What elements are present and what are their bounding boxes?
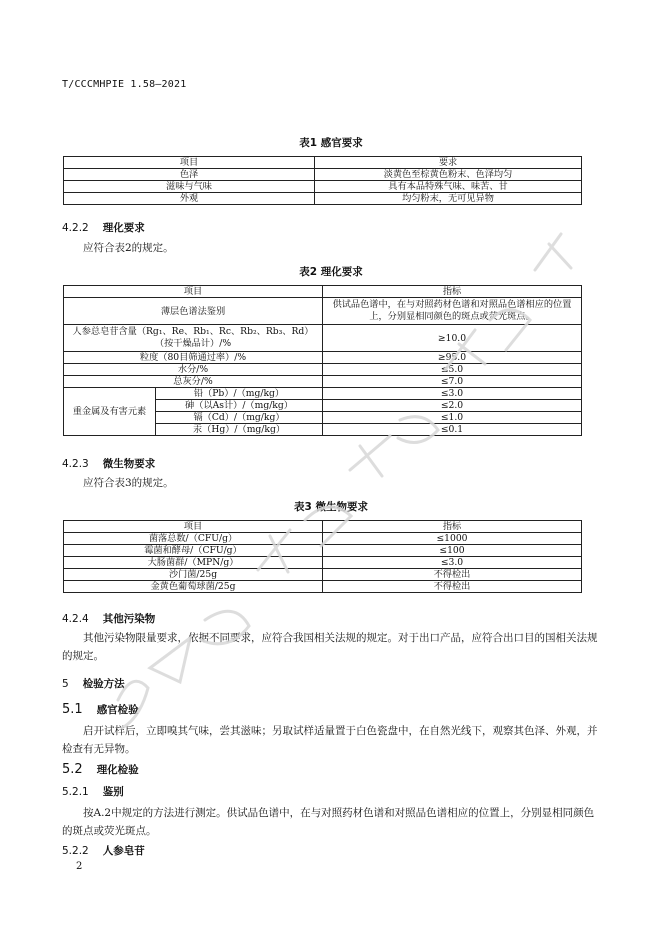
section-title: 其他污染物: [102, 613, 156, 625]
paragraph: 应符合表3的规定。: [83, 477, 174, 489]
table-cell: 水分/%: [64, 364, 323, 376]
table-header-row: [64, 286, 582, 298]
section-number: 5.2.1: [62, 786, 89, 798]
table-cell: 淡黄色至棕黄色粉末、色泽均匀: [315, 169, 582, 181]
table-cell-group-label: 重金属及有害元素: [64, 388, 156, 436]
paragraph: 启开试样后，立即嗅其气味，尝其滋味；另取试样适量置于白色瓷盘中，在自然光线下，观察其色泽、外观，并检查有无异物。: [62, 725, 598, 755]
table-cell: 薄层色谱法鉴别: [64, 298, 323, 325]
section-number: 5.2.2: [62, 845, 89, 857]
table1-sensory: [63, 156, 582, 205]
section-heading-5-1: [62, 702, 139, 717]
section-number: 5: [62, 678, 69, 690]
table-cell: ≤3.0: [323, 388, 582, 400]
table2-physicochemical: [63, 285, 582, 436]
table-row: [64, 533, 582, 545]
section-title: 理化要求: [102, 222, 145, 234]
table-row: [64, 181, 582, 193]
table-cell: 人参总皂苷含量（Rg₁、Re、Rb₁、Rc、Rb₂、Rb₃、Rd）（按干燥品计）/%: [64, 325, 323, 352]
table-row: [64, 364, 582, 376]
table-row: [64, 581, 582, 593]
table-cell: ≥10.0: [323, 325, 582, 352]
table-cell: ≤100: [323, 545, 582, 557]
table-header-row: [64, 521, 582, 533]
table-cell: 镉（Cd）/（mg/kg）: [156, 412, 323, 424]
table-cell: ≤7.0: [323, 376, 582, 388]
section-heading-4-2-4: [62, 611, 155, 626]
table-header-cell: 项目: [64, 286, 323, 298]
table-cell: ≤2.0: [323, 400, 582, 412]
table-cell: 总灰分/%: [64, 376, 323, 388]
table-cell: ≥95.0: [323, 352, 582, 364]
table-cell: 菌落总数/（CFU/g）: [64, 533, 323, 545]
table-cell: 铅（Pb）/（mg/kg）: [156, 388, 323, 400]
table-row: [64, 298, 582, 325]
table-row: [64, 376, 582, 388]
section-heading-4-2-3: [62, 456, 155, 471]
section-heading-5: [62, 676, 125, 691]
table-row: [64, 388, 582, 400]
section-title: 检验方法: [82, 678, 125, 690]
page-number: 2: [76, 861, 83, 872]
table3-caption: 表3 微生物要求: [294, 501, 368, 513]
section-number: 5.2: [62, 762, 83, 777]
table2-caption-wrap: [0, 264, 662, 279]
paragraph: 应符合表2的规定。: [83, 242, 174, 254]
table-cell: 外观: [64, 193, 315, 205]
table-cell: 金黄色葡萄球菌/25g: [64, 581, 323, 593]
table-cell: ≤3.0: [323, 557, 582, 569]
section-title: 微生物要求: [102, 458, 156, 470]
table-cell: 大肠菌群/（MPN/g）: [64, 557, 323, 569]
table-cell: ≤5.0: [323, 364, 582, 376]
table-cell: 供试品色谱中，在与对照药材色谱和对照品色谱相应的位置上，分别显相同颜色的斑点或荧光斑点。: [323, 298, 582, 325]
table-cell: 砷（以As计）/（mg/kg）: [156, 400, 323, 412]
table-cell: 霉菌和酵母/（CFU/g）: [64, 545, 323, 557]
section-title: 人参皂苷: [102, 845, 145, 857]
table-row: [64, 569, 582, 581]
table-cell: 不得检出: [323, 569, 582, 581]
table-row: [64, 352, 582, 364]
table3-microbiological: [63, 520, 582, 593]
table-cell: 色泽: [64, 169, 315, 181]
section-title: 感官检验: [96, 704, 139, 716]
table-row: [64, 193, 582, 205]
section-heading-5-2-2: [62, 843, 145, 858]
table-row: [64, 325, 582, 352]
section-number: 4.2.3: [62, 458, 89, 470]
table-row: [64, 545, 582, 557]
table-header-cell: 指标: [323, 286, 582, 298]
section-number: 5.1: [62, 702, 83, 717]
section-heading-5-2: [62, 762, 139, 777]
table-cell: ≤1000: [323, 533, 582, 545]
paragraph: 其他污染物限量要求，依据不同要求，应符合我国相关法规的规定。对于出口产品，应符合出口目的国相关法规的规定。: [62, 632, 598, 662]
table-header-cell: 项目: [64, 157, 315, 169]
table-cell: ≤1.0: [323, 412, 582, 424]
table-header-cell: 指标: [323, 521, 582, 533]
section-number: 4.2.4: [62, 613, 89, 625]
table-header-cell: 要求: [315, 157, 582, 169]
section-number: 4.2.2: [62, 222, 89, 234]
section-heading-4-2-2: [62, 220, 145, 235]
section-heading-5-2-1: [62, 784, 124, 799]
table1-caption: 表1 感官要求: [299, 137, 363, 149]
table1-caption-wrap: [0, 135, 662, 150]
table-header-row: [64, 157, 582, 169]
table-cell: 沙门菌/25g: [64, 569, 323, 581]
table3-caption-wrap: [0, 499, 662, 514]
table-cell: 汞（Hg）/（mg/kg）: [156, 424, 323, 436]
paragraph: 按A.2中规定的方法进行测定。供试品色谱中，在与对照药材色谱和对照品色谱相应的位置上，分别显相同颜色的斑点或荧光斑点。: [62, 807, 595, 837]
section-title: 鉴别: [102, 786, 124, 798]
table-cell: 具有本品特殊气味、味苦、甘: [315, 181, 582, 193]
table-cell: 滋味与气味: [64, 181, 315, 193]
document-code-header: T/CCCMHPIE 1.58—2021: [62, 79, 187, 90]
table-row: [64, 169, 582, 181]
table-cell: 粒度（80目筛通过率）/%: [64, 352, 323, 364]
table-header-cell: 项目: [64, 521, 323, 533]
table-cell: ≤0.1: [323, 424, 582, 436]
table-row: [64, 557, 582, 569]
table-cell: 不得检出: [323, 581, 582, 593]
table-cell: 均匀粉末，无可见异物: [315, 193, 582, 205]
section-title: 理化检验: [96, 764, 139, 776]
table2-caption: 表2 理化要求: [299, 266, 363, 278]
